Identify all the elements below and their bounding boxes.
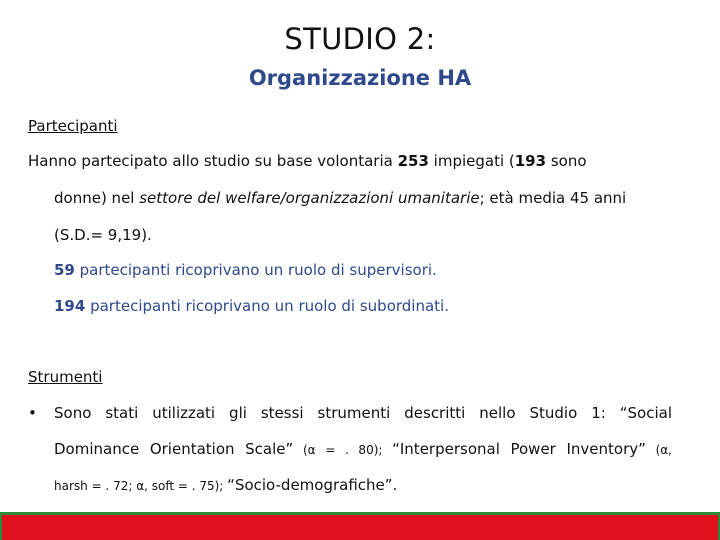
alpha-value: (α, — [645, 443, 672, 457]
strumenti-heading: Strumenti — [28, 368, 103, 386]
supervisors-line — [54, 261, 437, 279]
text-segment: partecipanti ricoprivano un ruolo di supervisori. — [74, 261, 437, 279]
slide-subtitle: Organizzazione HA — [248, 66, 472, 90]
partecipanti-line-3: (S.D.= 9,19). — [54, 226, 152, 244]
text-segment: donne) nel — [54, 189, 140, 207]
partecipanti-line-2 — [54, 189, 626, 207]
text-segment: partecipanti ricoprivano un ruolo di subordinati. — [85, 297, 449, 315]
text-segment: impiegati ( — [428, 152, 515, 170]
strumenti-line-3 — [54, 476, 397, 494]
partecipanti-heading: Partecipanti — [28, 117, 118, 135]
text-segment: sono — [546, 152, 587, 170]
subordinates-line — [54, 297, 449, 315]
alpha-value: (α = . 80); — [293, 443, 393, 457]
partecipanti-line-1 — [28, 152, 587, 170]
slide-title: STUDIO 2: — [284, 22, 436, 56]
text-segment: Dominance Orientation Scale” — [54, 440, 294, 458]
count-194: 194 — [54, 297, 86, 315]
text-segment: Hanno partecipato allo studio su base volontaria — [28, 152, 398, 170]
count-59: 59 — [54, 261, 75, 279]
bottom-bar — [0, 512, 720, 540]
text-segment: ; età media 45 anni — [479, 189, 627, 207]
count-253: 253 — [397, 152, 429, 170]
bullet-icon: • — [28, 404, 37, 422]
text-segment: “Interpersonal Power Inventory” — [392, 440, 646, 458]
text-segment: “Socio-demografiche”. — [227, 476, 398, 494]
sector-text: settore del welfare/organizzazioni umanitarie — [139, 189, 480, 207]
strumenti-line-2 — [54, 440, 672, 458]
alpha-values: harsh = . 72; α, soft = . 75); — [54, 479, 228, 493]
count-193: 193 — [514, 152, 547, 170]
strumenti-line-1: Sono stati utilizzati gli stessi strumenti descritti nello Studio 1: “Social — [54, 404, 672, 422]
